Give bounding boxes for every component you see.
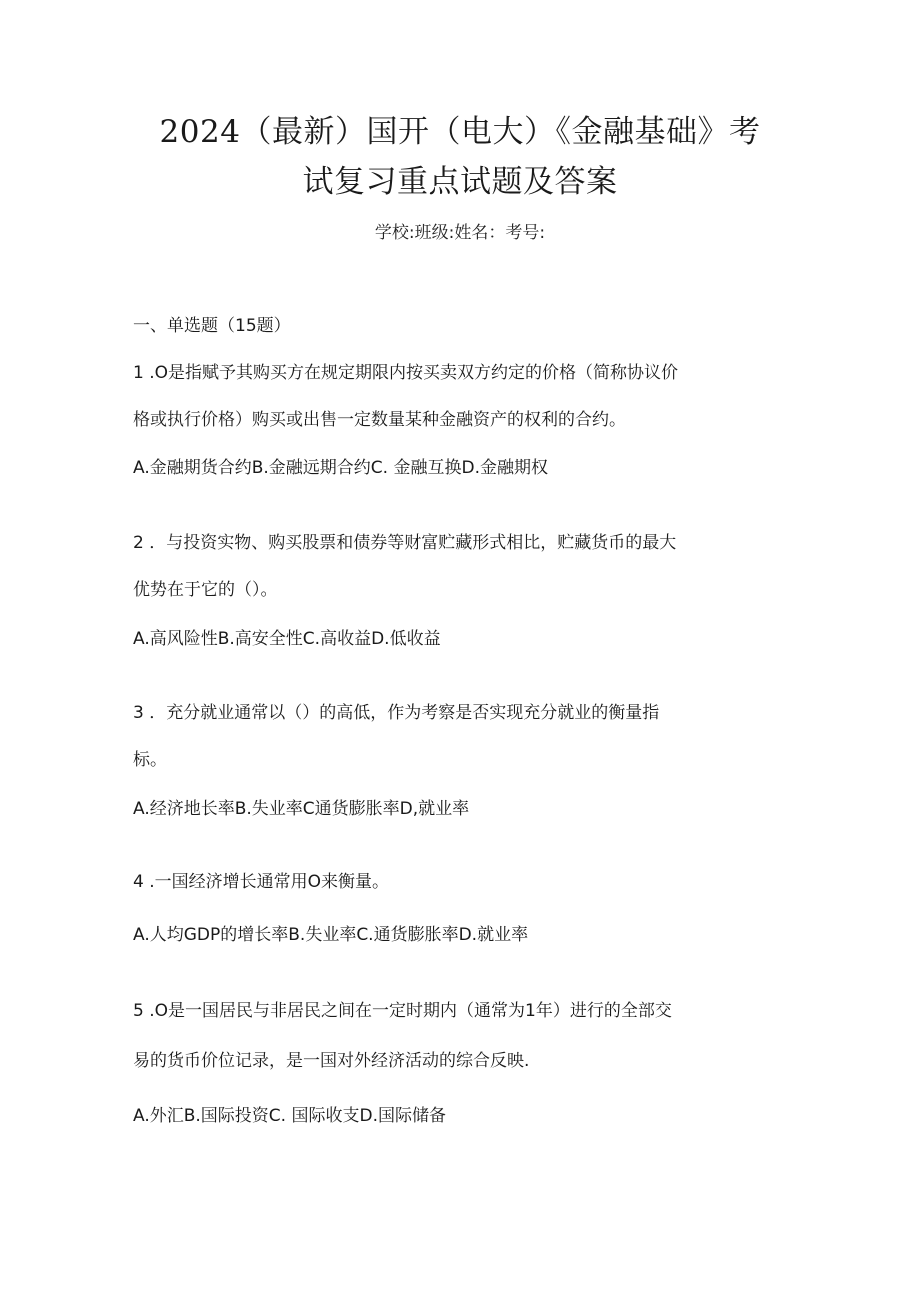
question-5-stem-line-1: 5 .O是一国居民与非居民之间在一定时期内（通常为1年）进行的全部交 bbox=[133, 1001, 672, 1021]
student-info-line: 学校:班级:姓名：考号: bbox=[374, 223, 546, 243]
question-5-options: A.外汇B.国际投资C. 国际收支D.国际储备 bbox=[133, 1106, 446, 1126]
question-2-stem-line-1: 2 ．与投资实物、购买股票和债券等财富贮藏形式相比，贮藏货币的最大 bbox=[133, 533, 677, 553]
question-3-stem-line-2: 标。 bbox=[133, 750, 167, 770]
question-1-options: A.金融期货合约B.金融远期合约C. 金融互换D.金融期权 bbox=[133, 458, 548, 478]
question-1-stem-line-2: 格或执行价格）购买或出售一定数量某种金融资产的权利的合约。 bbox=[133, 410, 626, 430]
document-title-line-2: 试复习重点试题及答案 bbox=[302, 164, 618, 200]
question-4-stem-line-1: 4 .一国经济增长通常用O来衡量。 bbox=[133, 872, 390, 892]
question-2-options: A.高风险性B.高安全性C.高收益D.低收益 bbox=[133, 629, 441, 649]
question-3-stem-line-1: 3 ．充分就业通常以（）的高低，作为考察是否实现充分就业的衡量指 bbox=[133, 703, 660, 723]
question-1-stem-line-1: 1 .O是指赋予其购买方在规定期限内按买卖双方约定的价格（简称协议价 bbox=[133, 363, 679, 383]
question-4-options: A.人均GDP的增长率B.失业率C.通货膨胀率D.就业率 bbox=[133, 925, 529, 945]
question-2-stem-line-2: 优势在于它的（）。 bbox=[133, 580, 278, 600]
section-heading: 一、单选题（15题） bbox=[133, 316, 291, 336]
question-5-stem-line-2: 易的货币价位记录，是一国对外经济活动的综合反映. bbox=[133, 1051, 530, 1071]
document-title-line-1: 2024（最新）国开（电大）《金融基础》考 bbox=[159, 114, 761, 150]
question-3-options: A.经济地长率B.失业率C通货膨胀率D,就业率 bbox=[133, 799, 470, 819]
